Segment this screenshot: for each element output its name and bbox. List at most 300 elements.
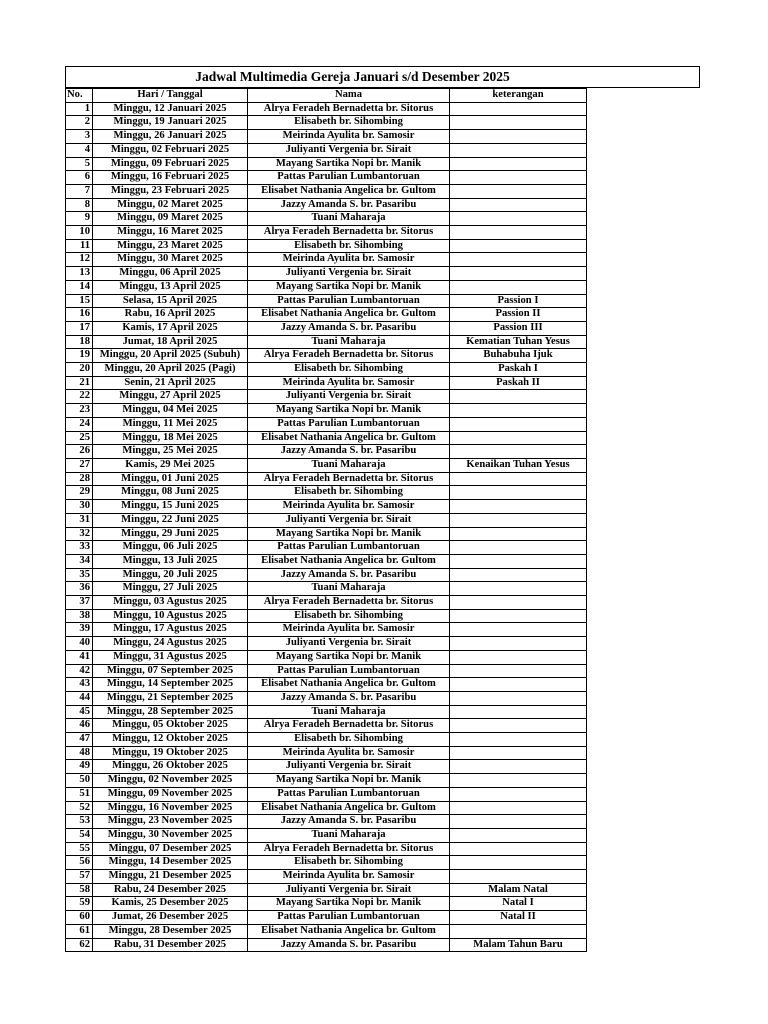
row-date: Minggu, 20 Juli 2025 — [93, 568, 248, 582]
row-note — [450, 143, 587, 157]
row-note — [450, 390, 587, 404]
row-number: 50 — [66, 774, 93, 788]
row-note — [450, 596, 587, 610]
row-date: Minggu, 15 Juni 2025 — [93, 500, 248, 514]
row-number: 25 — [66, 431, 93, 445]
table-row — [66, 102, 587, 116]
row-note — [450, 226, 587, 240]
row-number: 47 — [66, 733, 93, 747]
row-note — [450, 280, 587, 294]
row-name: Pattas Parulian Lumbantoruan — [248, 664, 450, 678]
row-note — [450, 678, 587, 692]
table-row — [66, 527, 587, 541]
row-note — [450, 157, 587, 171]
row-note — [450, 527, 587, 541]
table-body — [66, 102, 587, 952]
row-name: Alrya Feradeh Bernadetta br. Sitorus — [248, 719, 450, 733]
table-row — [66, 609, 587, 623]
row-note — [450, 664, 587, 678]
row-date: Minggu, 28 September 2025 — [93, 705, 248, 719]
table-row — [66, 280, 587, 294]
table-row — [66, 719, 587, 733]
row-date: Minggu, 06 April 2025 — [93, 267, 248, 281]
row-note — [450, 705, 587, 719]
table-row — [66, 184, 587, 198]
row-name: Mayang Sartika Nopi br. Manik — [248, 157, 450, 171]
row-name: Elisabet Nathania Angelica br. Gultom — [248, 308, 450, 322]
table-row — [66, 897, 587, 911]
row-number: 56 — [66, 856, 93, 870]
row-note — [450, 184, 587, 198]
row-name: Pattas Parulian Lumbantoruan — [248, 541, 450, 555]
table-row — [66, 431, 587, 445]
row-name: Elisabet Nathania Angelica br. Gultom — [248, 184, 450, 198]
row-note — [450, 486, 587, 500]
row-note — [450, 212, 587, 226]
row-name: Meirinda Ayulita br. Samosir — [248, 253, 450, 267]
table-row — [66, 828, 587, 842]
row-date: Minggu, 25 Mei 2025 — [93, 445, 248, 459]
row-note — [450, 650, 587, 664]
row-number: 13 — [66, 267, 93, 281]
row-name: Juliyanti Vergenia br. Sirait — [248, 513, 450, 527]
row-date: Minggu, 12 Januari 2025 — [93, 102, 248, 116]
table-row — [66, 678, 587, 692]
row-date: Minggu, 14 Desember 2025 — [93, 856, 248, 870]
row-name: Meirinda Ayulita br. Samosir — [248, 746, 450, 760]
row-name: Pattas Parulian Lumbantoruan — [248, 911, 450, 925]
table-row — [66, 924, 587, 938]
table-row — [66, 623, 587, 637]
row-note — [450, 691, 587, 705]
row-note: Passion I — [450, 294, 587, 308]
table-row — [66, 390, 587, 404]
row-name: Juliyanti Vergenia br. Sirait — [248, 637, 450, 651]
row-note — [450, 733, 587, 747]
title-cell — [65, 66, 700, 88]
row-number: 31 — [66, 513, 93, 527]
row-number: 54 — [66, 828, 93, 842]
row-name: Tuani Maharaja — [248, 335, 450, 349]
row-date: Minggu, 16 Februari 2025 — [93, 171, 248, 185]
row-note — [450, 116, 587, 130]
row-note — [450, 102, 587, 116]
row-number: 37 — [66, 596, 93, 610]
row-number: 59 — [66, 897, 93, 911]
row-number: 29 — [66, 486, 93, 500]
row-number: 38 — [66, 609, 93, 623]
table-row — [66, 815, 587, 829]
table-row — [66, 705, 587, 719]
row-name: Meirinda Ayulita br. Samosir — [248, 376, 450, 390]
row-number: 43 — [66, 678, 93, 692]
row-name: Mayang Sartika Nopi br. Manik — [248, 897, 450, 911]
row-date: Minggu, 06 Juli 2025 — [93, 541, 248, 555]
row-number: 27 — [66, 458, 93, 472]
header-row — [66, 89, 587, 103]
row-note: Kenaikan Tuhan Yesus — [450, 458, 587, 472]
row-note — [450, 815, 587, 829]
row-date: Minggu, 04 Mei 2025 — [93, 404, 248, 418]
row-name: Elisabet Nathania Angelica br. Gultom — [248, 431, 450, 445]
table-row — [66, 267, 587, 281]
row-number: 57 — [66, 870, 93, 884]
table-row — [66, 541, 587, 555]
row-name: Jazzy Amanda S. br. Pasaribu — [248, 198, 450, 212]
table-row — [66, 417, 587, 431]
row-note: Natal I — [450, 897, 587, 911]
table-row — [66, 130, 587, 144]
table-row — [66, 856, 587, 870]
row-note: Passion II — [450, 308, 587, 322]
row-name: Juliyanti Vergenia br. Sirait — [248, 760, 450, 774]
row-number: 36 — [66, 582, 93, 596]
table-row — [66, 171, 587, 185]
table-row — [66, 321, 587, 335]
row-name: Elisabeth br. Sihombing — [248, 116, 450, 130]
row-name: Jazzy Amanda S. br. Pasaribu — [248, 938, 450, 952]
row-number: 61 — [66, 924, 93, 938]
row-date: Minggu, 08 Juni 2025 — [93, 486, 248, 500]
table-row — [66, 376, 587, 390]
row-number: 7 — [66, 184, 93, 198]
row-name: Elisabet Nathania Angelica br. Gultom — [248, 554, 450, 568]
table-row — [66, 239, 587, 253]
row-note: Malam Natal — [450, 883, 587, 897]
table-row — [66, 294, 587, 308]
row-note: Natal II — [450, 911, 587, 925]
table-row — [66, 198, 587, 212]
row-note — [450, 198, 587, 212]
row-number: 62 — [66, 938, 93, 952]
table-row — [66, 212, 587, 226]
row-number: 23 — [66, 404, 93, 418]
row-note — [450, 760, 587, 774]
row-note: Paskah I — [450, 363, 587, 377]
row-name: Jazzy Amanda S. br. Pasaribu — [248, 815, 450, 829]
row-note — [450, 856, 587, 870]
row-name: Jazzy Amanda S. br. Pasaribu — [248, 445, 450, 459]
row-note — [450, 472, 587, 486]
table-row — [66, 801, 587, 815]
table-row — [66, 568, 587, 582]
row-date: Minggu, 01 Juni 2025 — [93, 472, 248, 486]
row-number: 45 — [66, 705, 93, 719]
row-number: 33 — [66, 541, 93, 555]
row-note — [450, 801, 587, 815]
row-number: 24 — [66, 417, 93, 431]
row-number: 39 — [66, 623, 93, 637]
row-note — [450, 870, 587, 884]
row-name: Juliyanti Vergenia br. Sirait — [248, 267, 450, 281]
row-date: Minggu, 30 November 2025 — [93, 828, 248, 842]
row-date: Minggu, 13 April 2025 — [93, 280, 248, 294]
row-name: Juliyanti Vergenia br. Sirait — [248, 143, 450, 157]
row-date: Minggu, 19 Januari 2025 — [93, 116, 248, 130]
row-note: Passion III — [450, 321, 587, 335]
row-name: Elisabeth br. Sihombing — [248, 239, 450, 253]
row-note — [450, 609, 587, 623]
row-number: 15 — [66, 294, 93, 308]
header-no: No. — [66, 89, 93, 103]
table-row — [66, 774, 587, 788]
row-name: Jazzy Amanda S. br. Pasaribu — [248, 321, 450, 335]
row-number: 30 — [66, 500, 93, 514]
table-row — [66, 650, 587, 664]
row-number: 8 — [66, 198, 93, 212]
row-number: 34 — [66, 554, 93, 568]
row-note: Malam Tahun Baru — [450, 938, 587, 952]
table-row — [66, 911, 587, 925]
row-number: 51 — [66, 787, 93, 801]
row-number: 52 — [66, 801, 93, 815]
row-number: 44 — [66, 691, 93, 705]
row-date: Minggu, 14 September 2025 — [93, 678, 248, 692]
row-name: Pattas Parulian Lumbantoruan — [248, 787, 450, 801]
row-date: Minggu, 31 Agustus 2025 — [93, 650, 248, 664]
row-note — [450, 623, 587, 637]
row-name: Meirinda Ayulita br. Samosir — [248, 870, 450, 884]
table-row — [66, 486, 587, 500]
schedule-sheet — [65, 66, 700, 952]
row-date: Minggu, 16 November 2025 — [93, 801, 248, 815]
row-number: 3 — [66, 130, 93, 144]
header-name: Nama — [248, 89, 450, 103]
table-row — [66, 349, 587, 363]
row-date: Rabu, 16 April 2025 — [93, 308, 248, 322]
row-number: 6 — [66, 171, 93, 185]
table-row — [66, 458, 587, 472]
row-number: 53 — [66, 815, 93, 829]
row-note — [450, 267, 587, 281]
row-name: Meirinda Ayulita br. Samosir — [248, 623, 450, 637]
table-row — [66, 513, 587, 527]
row-date: Minggu, 29 Juni 2025 — [93, 527, 248, 541]
row-date: Minggu, 20 April 2025 (Subuh) — [93, 349, 248, 363]
row-name: Elisabeth br. Sihombing — [248, 609, 450, 623]
row-number: 16 — [66, 308, 93, 322]
row-note — [450, 404, 587, 418]
row-note — [450, 171, 587, 185]
row-date: Selasa, 15 April 2025 — [93, 294, 248, 308]
row-date: Senin, 21 April 2025 — [93, 376, 248, 390]
table-row — [66, 760, 587, 774]
row-date: Minggu, 10 Agustus 2025 — [93, 609, 248, 623]
row-date: Kamis, 29 Mei 2025 — [93, 458, 248, 472]
row-number: 21 — [66, 376, 93, 390]
row-date: Minggu, 23 Maret 2025 — [93, 239, 248, 253]
row-name: Pattas Parulian Lumbantoruan — [248, 294, 450, 308]
row-date: Minggu, 02 Maret 2025 — [93, 198, 248, 212]
row-date: Minggu, 26 Oktober 2025 — [93, 760, 248, 774]
row-number: 9 — [66, 212, 93, 226]
row-note — [450, 568, 587, 582]
header-note: keterangan — [450, 89, 587, 103]
row-name: Elisabeth br. Sihombing — [248, 363, 450, 377]
row-name: Alrya Feradeh Bernadetta br. Sitorus — [248, 842, 450, 856]
row-note: Paskah II — [450, 376, 587, 390]
row-note — [450, 787, 587, 801]
row-name: Tuani Maharaja — [248, 705, 450, 719]
row-date: Minggu, 07 September 2025 — [93, 664, 248, 678]
row-name: Elisabeth br. Sihombing — [248, 856, 450, 870]
table-row — [66, 335, 587, 349]
row-name: Elisabeth br. Sihombing — [248, 486, 450, 500]
row-note — [450, 828, 587, 842]
row-date: Minggu, 09 Februari 2025 — [93, 157, 248, 171]
header-date: Hari / Tanggal — [93, 89, 248, 103]
table-row — [66, 883, 587, 897]
row-note — [450, 239, 587, 253]
row-name: Tuani Maharaja — [248, 458, 450, 472]
row-note: Kematian Tuhan Yesus — [450, 335, 587, 349]
row-number: 5 — [66, 157, 93, 171]
row-date: Minggu, 24 Agustus 2025 — [93, 637, 248, 651]
row-name: Alrya Feradeh Bernadetta br. Sitorus — [248, 472, 450, 486]
row-date: Minggu, 20 April 2025 (Pagi) — [93, 363, 248, 377]
row-number: 14 — [66, 280, 93, 294]
table-row — [66, 445, 587, 459]
table-row — [66, 472, 587, 486]
row-name: Tuani Maharaja — [248, 212, 450, 226]
row-name: Mayang Sartika Nopi br. Manik — [248, 527, 450, 541]
row-number: 26 — [66, 445, 93, 459]
row-number: 10 — [66, 226, 93, 240]
row-number: 40 — [66, 637, 93, 651]
row-date: Minggu, 12 Oktober 2025 — [93, 733, 248, 747]
row-name: Mayang Sartika Nopi br. Manik — [248, 774, 450, 788]
row-note — [450, 746, 587, 760]
row-number: 46 — [66, 719, 93, 733]
table-row — [66, 787, 587, 801]
row-note — [450, 130, 587, 144]
row-number: 32 — [66, 527, 93, 541]
row-date: Minggu, 26 Januari 2025 — [93, 130, 248, 144]
table-row — [66, 143, 587, 157]
row-number: 4 — [66, 143, 93, 157]
row-number: 20 — [66, 363, 93, 377]
row-note: Buhabuha Ijuk — [450, 349, 587, 363]
row-name: Jazzy Amanda S. br. Pasaribu — [248, 568, 450, 582]
row-note — [450, 445, 587, 459]
table-row — [66, 596, 587, 610]
row-note — [450, 253, 587, 267]
table-row — [66, 308, 587, 322]
table-row — [66, 733, 587, 747]
row-note — [450, 637, 587, 651]
row-date: Jumat, 26 Desember 2025 — [93, 911, 248, 925]
row-name: Pattas Parulian Lumbantoruan — [248, 417, 450, 431]
row-date: Minggu, 07 Desember 2025 — [93, 842, 248, 856]
row-number: 17 — [66, 321, 93, 335]
table-row — [66, 842, 587, 856]
row-date: Minggu, 17 Agustus 2025 — [93, 623, 248, 637]
row-date: Minggu, 11 Mei 2025 — [93, 417, 248, 431]
row-name: Mayang Sartika Nopi br. Manik — [248, 280, 450, 294]
table-row — [66, 500, 587, 514]
row-date: Minggu, 02 November 2025 — [93, 774, 248, 788]
table-row — [66, 116, 587, 130]
row-number: 19 — [66, 349, 93, 363]
row-date: Minggu, 16 Maret 2025 — [93, 226, 248, 240]
row-number: 28 — [66, 472, 93, 486]
row-date: Minggu, 19 Oktober 2025 — [93, 746, 248, 760]
row-date: Minggu, 23 Februari 2025 — [93, 184, 248, 198]
row-name: Tuani Maharaja — [248, 582, 450, 596]
row-date: Minggu, 22 Juni 2025 — [93, 513, 248, 527]
row-date: Minggu, 27 Juli 2025 — [93, 582, 248, 596]
table-row — [66, 363, 587, 377]
row-number: 41 — [66, 650, 93, 664]
row-number: 49 — [66, 760, 93, 774]
row-name: Elisabet Nathania Angelica br. Gultom — [248, 801, 450, 815]
row-note — [450, 541, 587, 555]
row-date: Minggu, 23 November 2025 — [93, 815, 248, 829]
row-date: Kamis, 17 April 2025 — [93, 321, 248, 335]
table-row — [66, 691, 587, 705]
row-date: Minggu, 30 Maret 2025 — [93, 253, 248, 267]
row-note — [450, 774, 587, 788]
table-row — [66, 582, 587, 596]
table-row — [66, 554, 587, 568]
row-date: Minggu, 09 Maret 2025 — [93, 212, 248, 226]
row-date: Minggu, 18 Mei 2025 — [93, 431, 248, 445]
row-name: Elisabeth br. Sihombing — [248, 733, 450, 747]
row-date: Minggu, 28 Desember 2025 — [93, 924, 248, 938]
row-note — [450, 431, 587, 445]
row-name: Alrya Feradeh Bernadetta br. Sitorus — [248, 349, 450, 363]
row-date: Rabu, 24 Desember 2025 — [93, 883, 248, 897]
schedule-table — [65, 88, 587, 952]
row-note — [450, 417, 587, 431]
row-number: 2 — [66, 116, 93, 130]
row-name: Alrya Feradeh Bernadetta br. Sitorus — [248, 596, 450, 610]
row-name: Meirinda Ayulita br. Samosir — [248, 130, 450, 144]
row-number: 42 — [66, 664, 93, 678]
row-date: Minggu, 02 Februari 2025 — [93, 143, 248, 157]
row-name: Juliyanti Vergenia br. Sirait — [248, 390, 450, 404]
row-name: Alrya Feradeh Bernadetta br. Sitorus — [248, 226, 450, 240]
row-note — [450, 513, 587, 527]
row-date: Minggu, 05 Oktober 2025 — [93, 719, 248, 733]
table-row — [66, 226, 587, 240]
row-date: Jumat, 18 April 2025 — [93, 335, 248, 349]
table-row — [66, 253, 587, 267]
row-number: 35 — [66, 568, 93, 582]
row-name: Meirinda Ayulita br. Samosir — [248, 500, 450, 514]
row-number: 1 — [66, 102, 93, 116]
table-row — [66, 637, 587, 651]
row-name: Elisabet Nathania Angelica br. Gultom — [248, 924, 450, 938]
row-number: 58 — [66, 883, 93, 897]
row-date: Minggu, 27 April 2025 — [93, 390, 248, 404]
row-number: 22 — [66, 390, 93, 404]
row-number: 12 — [66, 253, 93, 267]
row-name: Tuani Maharaja — [248, 828, 450, 842]
row-number: 11 — [66, 239, 93, 253]
row-date: Minggu, 09 November 2025 — [93, 787, 248, 801]
row-note — [450, 500, 587, 514]
row-date: Kamis, 25 Desember 2025 — [93, 897, 248, 911]
table-row — [66, 157, 587, 171]
table-row — [66, 746, 587, 760]
row-name: Alrya Feradeh Bernadetta br. Sitorus — [248, 102, 450, 116]
row-name: Pattas Parulian Lumbantoruan — [248, 171, 450, 185]
table-row — [66, 870, 587, 884]
table-row — [66, 664, 587, 678]
row-date: Minggu, 03 Agustus 2025 — [93, 596, 248, 610]
row-name: Mayang Sartika Nopi br. Manik — [248, 650, 450, 664]
